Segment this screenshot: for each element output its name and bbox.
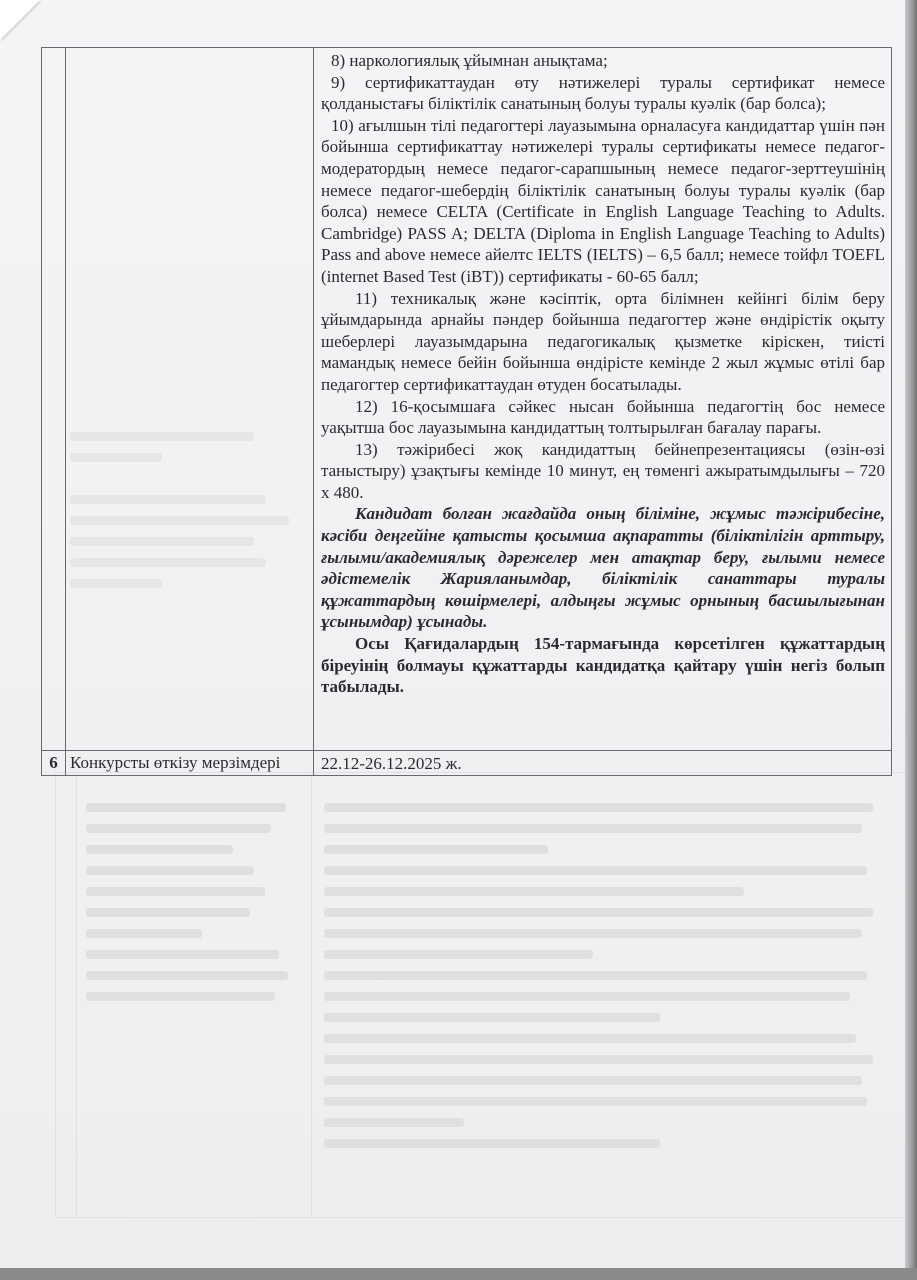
list-item: 12) 16-қосымшаға сәйкес нысан бойынша педагогтің бос немесе уақытша бос лауазымына кандидаттың толтырылған бағалау парағы. (321, 396, 885, 438)
bleed-through-table (55, 772, 907, 1218)
bleed-through-divider (311, 773, 312, 1217)
list-item: 13) тәжірибесі жоқ кандидаттың бейнепрезентациясы (өзін-өзі таныстыру) ұзақтығы кемінде 10 минут, ең төменгі ажыратымдылығы – 720 x 480. (321, 439, 885, 502)
row-number-cell (42, 48, 66, 751)
scanner-edge (0, 1268, 917, 1280)
list-item: 8) наркологиялық ұйымнан анықтама; (331, 51, 608, 70)
bleed-through-text (86, 791, 296, 1013)
folded-corner (0, 0, 40, 40)
row-number: 6 (42, 751, 66, 776)
list-item: 11) техникалық және кәсіптік, орта білімнен кейінгі білім беру ұйымдарында арнайы пәндер бойынша педагогтер және өндірістік оқыту шеберлері лауазымдарына педагогикалық қызметке кіріскен, тиісті мамандық немесе бейін бойынша өндірісте кемінде 2 жыл жұмыс өтілі бар педагогтер сертификаттаудан өтуден босатылады. (321, 288, 885, 394)
additional-info-note: Кандидат болған жағдайда оның біліміне, жұмыс тәжірибесіне, кәсіби деңгейіне қатысты қосымша ақпаратты (біліктілігін арттыру, ғылыми/академиялық дәрежелер мен атақтар беру, ғылыми немесе әдістемелік Жарияланымдар, біліктілік санаттары туралы құжаттардың көшірмелері, алдыңғы жұмыс орнының басшылығынан ұсынымдар) ұсынады. (321, 504, 885, 632)
bleed-through-text (324, 791, 884, 1160)
row-label-cell (66, 48, 314, 751)
row-label: Конкурсты өткізу мерзімдері (66, 751, 314, 776)
requirements-table (41, 47, 892, 776)
documents-list-cell (314, 48, 892, 751)
scanner-edge (905, 0, 917, 1280)
bleed-through-divider (76, 773, 77, 1217)
list-item: 10) ағылшын тілі педагогтері лауазымына орналасуға кандидаттар үшін пән бойынша сертификаттау нәтижелері туралы сертификаты немесе педагог-модератордың немесе педагог-сарапшының немесе педагог-зерттеушінің немесе педагог-шебердің біліктілік санатының болуы туралы куәлік (бар болса) немесе CELTA (Certificate in English Language Teaching to Adults. Cambridge) PASS A; DELTA (Diploma in English Language Teaching to Adults) Pass and above немесе айелтс IELTS (IELTS) – 6,5 балл; немесе тойфл TOEFL (internet Based Test (iBT)) сертификаты - 60-65 балл; (321, 115, 885, 286)
table-row (42, 48, 892, 751)
table-row (42, 751, 892, 776)
missing-documents-note: Осы Қағидалардың 154-тармағында көрсетілген құжаттардың біреуінің болмауы құжаттарды кандидатқа қайтару үшін негіз болып табылады. (321, 634, 885, 697)
competition-dates: 22.12-26.12.2025 ж. (314, 751, 892, 776)
list-item: 9) сертификаттаудан өту нәтижелері туралы сертификат немесе қолданыстағы біліктілік санатының болуы туралы куәлік (бар болса); (321, 72, 885, 114)
